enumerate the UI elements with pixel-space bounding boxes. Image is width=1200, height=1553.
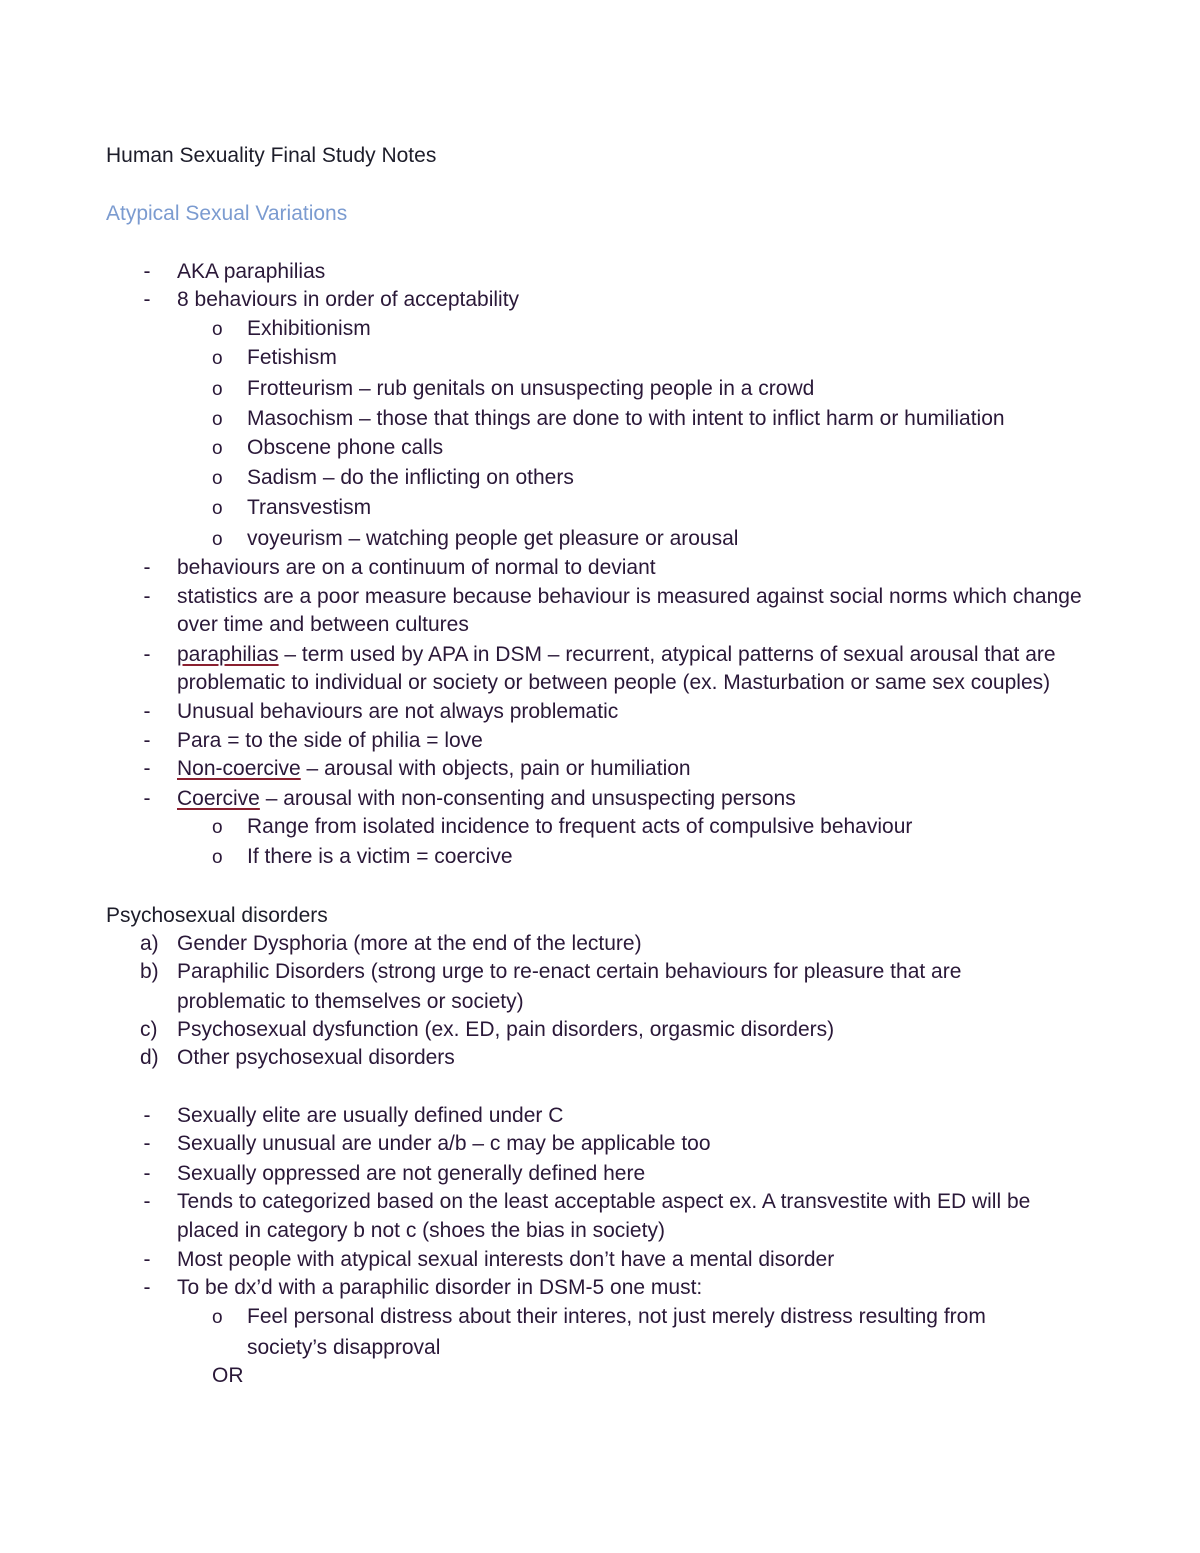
dash-bullet: - [143,1132,151,1155]
circle-bullet: o [212,817,223,838]
or-connector: OR [212,1364,244,1387]
dash-bullet: - [143,757,151,780]
sub-list-item: voyeurism – watching people get pleasure or arousal [247,527,739,550]
circle-bullet: o [212,348,223,369]
lettered-item: Gender Dysphoria (more at the end of the lecture) [177,932,642,955]
list-item [177,755,691,783]
list-item: Tends to categorized based on the least acceptable aspect ex. A transvestite with ED will be [177,1190,1031,1213]
dash-bullet: - [143,1104,151,1127]
section-heading-psychosexual: Psychosexual disorders [106,904,328,927]
list-item-continuation: problematic to individual or society or between people (ex. Masturbation or same sex couples) [177,671,1051,694]
sub-list-item: Range from isolated incidence to frequent acts of compulsive behaviour [247,815,913,838]
list-item: statistics are a poor measure because behaviour is measured against social norms which change [177,585,1082,608]
dash-bullet: - [143,556,151,579]
circle-bullet: o [212,438,223,459]
lettered-label: b) [140,960,159,983]
circle-bullet: o [212,1307,223,1328]
sub-list-item: Sadism – do the inflicting on others [247,466,574,489]
sub-list-item: If there is a victim = coercive [247,845,513,868]
lettered-item: Psychosexual dysfunction (ex. ED, pain disorders, orgasmic disorders) [177,1018,835,1041]
sub-list-item: Transvestism [247,496,372,519]
lettered-item: Paraphilic Disorders (strong urge to re-enact certain behaviours for pleasure that are [177,960,962,983]
list-item: To be dx’d with a paraphilic disorder in DSM-5 one must: [177,1276,703,1299]
dash-bullet: - [143,787,151,810]
sub-list-item: Exhibitionism [247,317,371,340]
sub-list-item: Masochism – those that things are done to with intent to inflict harm or humiliation [247,407,1005,430]
lettered-label: c) [140,1018,158,1041]
term-definition: – arousal with objects, pain or humiliation [300,757,691,780]
circle-bullet: o [212,319,223,340]
circle-bullet: o [212,409,223,430]
lettered-item-continuation: problematic to themselves or society) [177,990,524,1013]
document-title: Human Sexuality Final Study Notes [106,144,437,167]
dash-bullet: - [143,1190,151,1213]
list-item: Sexually unusual are under a/b – c may be applicable too [177,1132,711,1155]
term-definition: – term used by APA in DSM – recurrent, atypical patterns of sexual arousal that are [278,643,1056,666]
circle-bullet: o [212,529,223,550]
underlined-term: Coercive [177,787,260,810]
lettered-label: a) [140,932,159,955]
circle-bullet: o [212,468,223,489]
list-item: AKA paraphilias [177,260,326,283]
dash-bullet: - [143,700,151,723]
sub-list-item-continuation: society’s disapproval [247,1336,441,1359]
list-item-continuation: over time and between cultures [177,613,469,636]
dash-bullet: - [143,1248,151,1271]
list-item: Most people with atypical sexual interests don’t have a mental disorder [177,1248,835,1271]
list-item: Unusual behaviours are not always problematic [177,700,619,723]
dash-bullet: - [143,1276,151,1299]
dash-bullet: - [143,729,151,752]
dash-bullet: - [143,1162,151,1185]
list-item-continuation: placed in category b not c (shoes the bias in society) [177,1219,665,1242]
underlined-term: paraphilias [177,643,279,666]
sub-list-item: Frotteurism – rub genitals on unsuspecting people in a crowd [247,377,815,400]
term-definition: – arousal with non-consenting and unsuspecting persons [259,787,796,810]
circle-bullet: o [212,847,223,868]
list-item: Sexually elite are usually defined under C [177,1104,564,1127]
lettered-item: Other psychosexual disorders [177,1046,455,1069]
sub-list-item: Fetishism [247,346,337,369]
lettered-label: d) [140,1046,159,1069]
sub-list-item: Feel personal distress about their interes, not just merely distress resulting from [247,1305,986,1328]
section-heading-atypical: Atypical Sexual Variations [106,202,348,225]
dash-bullet: - [143,585,151,608]
list-item: 8 behaviours in order of acceptability [177,288,520,311]
sub-list-item: Obscene phone calls [247,436,444,459]
list-item [177,785,796,813]
dash-bullet: - [143,288,151,311]
underlined-term: Non-coercive [177,757,301,780]
list-item: behaviours are on a continuum of normal to deviant [177,556,656,579]
dash-bullet: - [143,260,151,283]
list-item [177,641,1056,669]
list-item: Sexually oppressed are not generally defined here [177,1162,646,1185]
dash-bullet: - [143,643,151,666]
list-item: Para = to the side of philia = love [177,729,483,752]
circle-bullet: o [212,498,223,519]
circle-bullet: o [212,379,223,400]
